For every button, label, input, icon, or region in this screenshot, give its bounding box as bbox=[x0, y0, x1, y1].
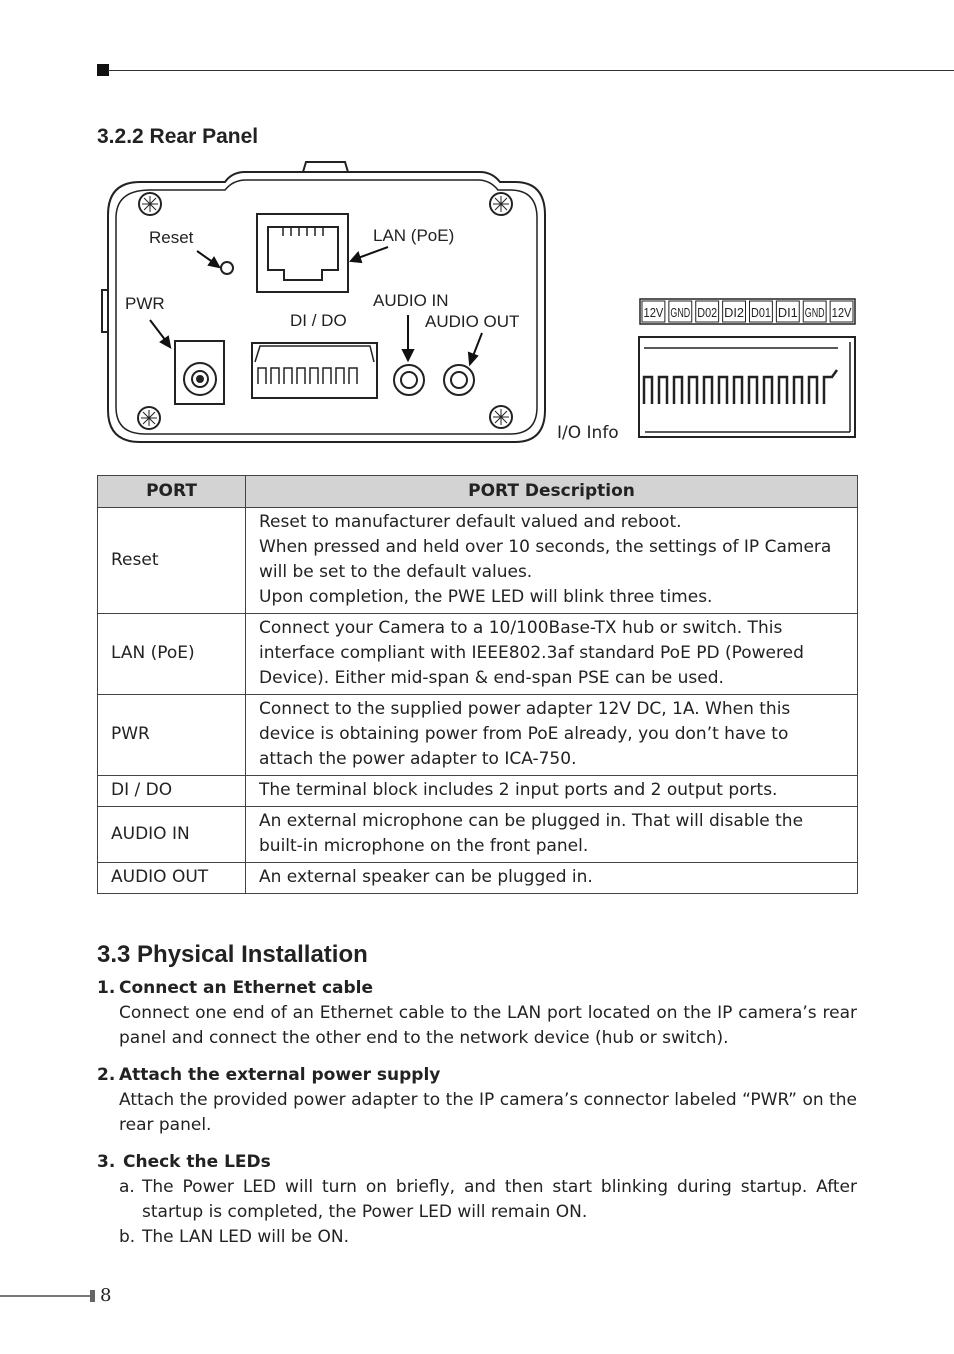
port-name-cell: LAN (PoE) bbox=[98, 614, 246, 695]
step-title: Check the LEDs bbox=[123, 1152, 271, 1172]
port-name-cell: AUDIO IN bbox=[98, 807, 246, 863]
port-table-header-row bbox=[98, 476, 858, 508]
label-reset: Reset bbox=[149, 228, 194, 247]
audio-in-jack bbox=[394, 365, 424, 395]
table-row bbox=[98, 508, 858, 614]
step-body: Attach the provided power adapter to the IP camera’s connector labeled “PWR” on the rear panel. bbox=[119, 1090, 857, 1135]
rear-panel-diagram bbox=[0, 0, 954, 460]
port-description-cell bbox=[246, 614, 858, 695]
step-number: 1. bbox=[97, 978, 116, 998]
camera-body-outline bbox=[108, 172, 545, 442]
port-description-cell bbox=[246, 863, 858, 894]
description-line: Upon completion, the PWE LED will blink three times. bbox=[259, 587, 713, 607]
label-di-do: DI / DO bbox=[290, 311, 347, 330]
step-number: 3. bbox=[97, 1152, 116, 1172]
audio-out-jack bbox=[444, 365, 474, 395]
step-subitem bbox=[97, 1175, 857, 1225]
label-lan-poe: LAN (PoE) bbox=[373, 226, 455, 245]
screw-icon bbox=[490, 406, 512, 428]
step-subitem bbox=[97, 1225, 857, 1250]
terminal-label: 12V bbox=[643, 305, 664, 320]
io-connector bbox=[639, 337, 855, 437]
io-info-caption: I/O Info bbox=[557, 423, 619, 443]
table-row bbox=[98, 863, 858, 894]
description-line: An external microphone can be plugged in. That will disable the built-in microphone on the front panel. bbox=[259, 811, 804, 856]
step-body: Connect one end of an Ethernet cable to the LAN port located on the IP camera’s rear panel and connect the other end to the network device (hub or switch). bbox=[119, 1003, 857, 1048]
description-line: When pressed and held over 10 seconds, the settings of IP Camera will be set to the default values. bbox=[259, 537, 832, 582]
terminal-label: D02 bbox=[697, 305, 718, 320]
description-line: Connect your Camera to a 10/100Base-TX hub or switch. This interface compliant with IEEE802.3af standard PoE PD (Powered Device). Either mid-span & end-span PSE can be used. bbox=[259, 618, 804, 688]
port-name-cell: AUDIO OUT bbox=[98, 863, 246, 894]
port-description-cell bbox=[246, 807, 858, 863]
footer-rule bbox=[0, 1295, 90, 1297]
port-description-cell bbox=[246, 695, 858, 776]
label-audio-out: AUDIO OUT bbox=[425, 312, 520, 331]
table-row bbox=[98, 776, 858, 807]
description-line: The terminal block includes 2 input ports and 2 output ports. bbox=[259, 780, 778, 800]
step-item bbox=[97, 1150, 857, 1250]
subitem-letter: a. bbox=[119, 1177, 135, 1197]
installation-steps bbox=[97, 976, 857, 1262]
subitem-text: The LAN LED will be ON. bbox=[142, 1227, 349, 1247]
step-item bbox=[97, 976, 857, 1051]
screw-icon bbox=[490, 193, 512, 215]
step-title: Attach the external power supply bbox=[119, 1065, 441, 1085]
port-description-cell bbox=[246, 776, 858, 807]
subitem-text: The Power LED will turn on briefly, and then start blinking during startup. After startup is completed, the Power LED will remain ON. bbox=[142, 1177, 857, 1222]
io-terminal-strip bbox=[639, 299, 855, 437]
table-row bbox=[98, 807, 858, 863]
port-name-cell: PWR bbox=[98, 695, 246, 776]
label-audio-in: AUDIO IN bbox=[373, 291, 449, 310]
screw-icon bbox=[138, 407, 160, 429]
terminal-label: DI2 bbox=[724, 305, 744, 320]
terminal-label: GND bbox=[670, 305, 691, 320]
terminal-label: DI1 bbox=[777, 305, 798, 320]
step-title: Connect an Ethernet cable bbox=[119, 978, 374, 998]
port-name-cell: Reset bbox=[98, 508, 246, 614]
port-name-cell: DI / DO bbox=[98, 776, 246, 807]
terminal-label: GND bbox=[804, 305, 825, 320]
table-row bbox=[98, 614, 858, 695]
terminal-label: 12V bbox=[831, 305, 852, 320]
port-table bbox=[97, 475, 858, 894]
screw-icon bbox=[139, 193, 161, 215]
reset-hole bbox=[221, 262, 233, 274]
page-number: 8 bbox=[100, 1285, 112, 1306]
port-column-header: PORT bbox=[98, 476, 246, 508]
step-item bbox=[97, 1063, 857, 1138]
footer-marker bbox=[90, 1290, 95, 1302]
description-line: Reset to manufacturer default valued and reboot. bbox=[259, 512, 682, 532]
step-number: 2. bbox=[97, 1065, 116, 1085]
table-row bbox=[98, 695, 858, 776]
terminal-label: D01 bbox=[751, 305, 771, 320]
port-description-cell bbox=[246, 508, 858, 614]
description-column-header: PORT Description bbox=[246, 476, 858, 508]
section-heading-physical-installation: 3.3 Physical Installation bbox=[97, 941, 368, 968]
section-heading-rear-panel: 3.2.2 Rear Panel bbox=[97, 125, 259, 148]
subitem-letter: b. bbox=[119, 1227, 136, 1247]
description-line: An external speaker can be plugged in. bbox=[259, 867, 593, 887]
description-line: Connect to the supplied power adapter 12V DC, 1A. When this device is obtaining power from PoE already, you don’t have to attach the power adapter to ICA-750. bbox=[259, 699, 791, 769]
label-pwr: PWR bbox=[125, 294, 165, 313]
